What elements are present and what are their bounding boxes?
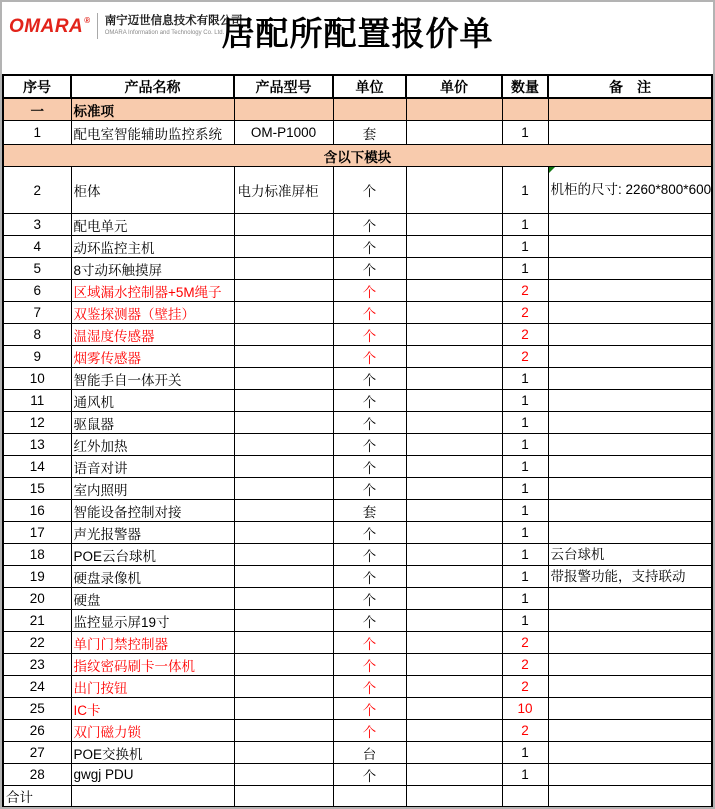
cell-name-row-4[interactable]: 动环监控主机: [71, 236, 234, 258]
cell-unit-row-1[interactable]: 套: [333, 121, 406, 145]
cell-model-row-16[interactable]: [234, 500, 333, 522]
cell-model-row-17[interactable]: [234, 522, 333, 544]
table-header-row: [3, 75, 712, 98]
cell-model-row-24[interactable]: [234, 676, 333, 698]
cell-qty-row-1[interactable]: 1: [502, 121, 548, 145]
cell-qty-row-21[interactable]: 1: [502, 610, 548, 632]
table-row: [3, 610, 712, 632]
cell-remark-row-6[interactable]: [548, 280, 712, 302]
cell-qty-row-13[interactable]: 1: [502, 434, 548, 456]
cell-remark-row-8[interactable]: [548, 324, 712, 346]
cell-unit-row-22[interactable]: 个: [333, 632, 406, 654]
total-cell-remark[interactable]: [548, 786, 712, 808]
cell-price-row-18[interactable]: [406, 544, 502, 566]
cell-model-row-27[interactable]: [234, 742, 333, 764]
cell-price-row-14[interactable]: [406, 456, 502, 478]
cell-model-row-15[interactable]: [234, 478, 333, 500]
cell-name-row-10[interactable]: 智能手自一体开关: [71, 368, 234, 390]
cell-price-row-27[interactable]: [406, 742, 502, 764]
table-row: [3, 346, 712, 368]
cell-remark-row-18[interactable]: 云台球机: [548, 544, 712, 566]
cell-name-row-2[interactable]: 柜体: [71, 167, 234, 214]
table-row: [3, 368, 712, 390]
cell-name-row-15[interactable]: 室内照明: [71, 478, 234, 500]
cell-remark-row-3[interactable]: [548, 214, 712, 236]
section-cell-model[interactable]: [234, 98, 333, 121]
cell-no-row-7[interactable]: 7: [3, 302, 71, 324]
cell-model-row-9[interactable]: [234, 346, 333, 368]
cell-price-row-23[interactable]: [406, 654, 502, 676]
cell-qty-row-27[interactable]: 1: [502, 742, 548, 764]
total-cell-unit[interactable]: [333, 786, 406, 808]
section-cell-qty[interactable]: [502, 98, 548, 121]
cell-remark-row-15[interactable]: [548, 478, 712, 500]
cell-remark-row-25[interactable]: [548, 698, 712, 720]
col-header-name[interactable]: 产品名称: [71, 75, 234, 98]
cell-name-row-18[interactable]: POE云台球机: [71, 544, 234, 566]
cell-no-row-25[interactable]: 25: [3, 698, 71, 720]
cell-model-row-19[interactable]: [234, 566, 333, 588]
cell-unit-row-13[interactable]: 个: [333, 434, 406, 456]
cell-qty-row-8[interactable]: 2: [502, 324, 548, 346]
cell-name-row-24[interactable]: 出门按钮: [71, 676, 234, 698]
cell-no-row-10[interactable]: 10: [3, 368, 71, 390]
cell-no-row-22[interactable]: 22: [3, 632, 71, 654]
cell-price-row-2[interactable]: [406, 167, 502, 214]
cell-model-row-10[interactable]: [234, 368, 333, 390]
company-name-en: OMARA Information and Technology Co. Ltd.: [104, 29, 225, 36]
table-row: [3, 456, 712, 478]
cell-qty-row-22[interactable]: 2: [502, 632, 548, 654]
total-cell-model[interactable]: [234, 786, 333, 808]
cell-unit-row-19[interactable]: 个: [333, 566, 406, 588]
cell-model-row-13[interactable]: [234, 434, 333, 456]
cell-no-row-3[interactable]: 3: [3, 214, 71, 236]
cell-no-row-14[interactable]: 14: [3, 456, 71, 478]
cell-no-row-12[interactable]: 12: [3, 412, 71, 434]
cell-remark-row-5[interactable]: [548, 258, 712, 280]
cell-qty-row-28[interactable]: 1: [502, 764, 548, 786]
cell-model-row-2[interactable]: 电力标准屏柜: [234, 167, 333, 214]
cell-flag-triangle-icon: [549, 167, 555, 173]
cell-qty-row-18[interactable]: 1: [502, 544, 548, 566]
cell-unit-row-20[interactable]: 个: [333, 588, 406, 610]
cell-model-row-6[interactable]: [234, 280, 333, 302]
cell-unit-row-8[interactable]: 个: [333, 324, 406, 346]
table-row: [3, 390, 712, 412]
cell-qty-row-14[interactable]: 1: [502, 456, 548, 478]
cell-remark-row-9[interactable]: [548, 346, 712, 368]
cell-unit-row-17[interactable]: 个: [333, 522, 406, 544]
cell-remark-row-12[interactable]: [548, 412, 712, 434]
cell-model-row-22[interactable]: [234, 632, 333, 654]
cell-unit-row-24[interactable]: 个: [333, 676, 406, 698]
cell-no-row-1[interactable]: 1: [3, 121, 71, 145]
total-cell-price[interactable]: [406, 786, 502, 808]
cell-price-row-22[interactable]: [406, 632, 502, 654]
cell-model-row-4[interactable]: [234, 236, 333, 258]
cell-name-row-21[interactable]: 监控显示屏19寸: [71, 610, 234, 632]
cell-unit-row-5[interactable]: 个: [333, 258, 406, 280]
page-title: 居配所配置报价单: [221, 15, 494, 52]
cell-no-row-27[interactable]: 27: [3, 742, 71, 764]
cell-unit-row-3[interactable]: 个: [333, 214, 406, 236]
cell-unit-row-12[interactable]: 个: [333, 412, 406, 434]
cell-qty-row-2[interactable]: 1: [502, 167, 548, 214]
cell-remark-row-26[interactable]: [548, 720, 712, 742]
cell-price-row-16[interactable]: [406, 500, 502, 522]
cell-no-row-15[interactable]: 15: [3, 478, 71, 500]
title-band: [2, 2, 713, 74]
cell-unit-row-14[interactable]: 个: [333, 456, 406, 478]
cell-unit-row-4[interactable]: 个: [333, 236, 406, 258]
cell-qty-row-4[interactable]: 1: [502, 236, 548, 258]
table-row: [3, 167, 712, 214]
cell-qty-row-9[interactable]: 2: [502, 346, 548, 368]
cell-remark-row-11[interactable]: [548, 390, 712, 412]
col-header-unit[interactable]: 单位: [333, 75, 406, 98]
cell-no-row-6[interactable]: 6: [3, 280, 71, 302]
cell-remark-row-10[interactable]: [548, 368, 712, 390]
col-header-model[interactable]: 产品型号: [234, 75, 333, 98]
cell-qty-row-7[interactable]: 2: [502, 302, 548, 324]
section-cell-unit[interactable]: [333, 98, 406, 121]
cell-no-row-5[interactable]: 5: [3, 258, 71, 280]
cell-qty-row-20[interactable]: 1: [502, 588, 548, 610]
cell-qty-row-11[interactable]: 1: [502, 390, 548, 412]
cell-unit-row-25[interactable]: 个: [333, 698, 406, 720]
section-banner-row: [3, 145, 712, 167]
cell-price-row-21[interactable]: [406, 610, 502, 632]
cell-price-row-12[interactable]: [406, 412, 502, 434]
cell-remark-row-24[interactable]: [548, 676, 712, 698]
cell-remark-row-1[interactable]: [548, 121, 712, 145]
cell-qty-row-16[interactable]: 1: [502, 500, 548, 522]
cell-price-row-25[interactable]: [406, 698, 502, 720]
cell-qty-row-5[interactable]: 1: [502, 258, 548, 280]
section-cell-price[interactable]: [406, 98, 502, 121]
cell-remark-row-28[interactable]: [548, 764, 712, 786]
cell-model-row-28[interactable]: [234, 764, 333, 786]
cell-remark-row-7[interactable]: [548, 302, 712, 324]
cell-remark-row-2[interactable]: 机柜的尺寸: 2260*800*600: [548, 167, 712, 214]
cell-unit-row-26[interactable]: 个: [333, 720, 406, 742]
col-header-remark[interactable]: 备 注: [548, 75, 712, 98]
cell-price-row-15[interactable]: [406, 478, 502, 500]
cell-unit-row-15[interactable]: 个: [333, 478, 406, 500]
total-label-cell[interactable]: 合计: [3, 786, 71, 808]
cell-unit-row-23[interactable]: 个: [333, 654, 406, 676]
cell-no-row-20[interactable]: 20: [3, 588, 71, 610]
section-header-row: [3, 98, 712, 121]
cell-name-row-7[interactable]: 双鉴探测器（壁挂）: [71, 302, 234, 324]
cell-no-row-4[interactable]: 4: [3, 236, 71, 258]
cell-price-row-9[interactable]: [406, 346, 502, 368]
cell-price-row-24[interactable]: [406, 676, 502, 698]
cell-name-row-23[interactable]: 指纹密码刷卡一体机: [71, 654, 234, 676]
cell-name-row-8[interactable]: 温湿度传感器: [71, 324, 234, 346]
cell-qty-row-17[interactable]: 1: [502, 522, 548, 544]
cell-name-row-13[interactable]: 红外加热: [71, 434, 234, 456]
cell-qty-row-25[interactable]: 10: [502, 698, 548, 720]
cell-remark-row-21[interactable]: [548, 610, 712, 632]
total-row: [3, 786, 712, 808]
table-row: [3, 478, 712, 500]
cell-price-row-7[interactable]: [406, 302, 502, 324]
cell-model-row-25[interactable]: [234, 698, 333, 720]
col-header-price[interactable]: 单价: [406, 75, 502, 98]
section-cell-remark[interactable]: [548, 98, 712, 121]
cell-model-row-12[interactable]: [234, 412, 333, 434]
cell-price-row-5[interactable]: [406, 258, 502, 280]
table-row: [3, 214, 712, 236]
cell-remark-row-4[interactable]: [548, 236, 712, 258]
cell-remark-row-19[interactable]: 带报警功能，支持联动: [548, 566, 712, 588]
cell-remark-row-17[interactable]: [548, 522, 712, 544]
table-row: [3, 742, 712, 764]
cell-price-row-28[interactable]: [406, 764, 502, 786]
cell-unit-row-27[interactable]: 台: [333, 742, 406, 764]
col-header-no[interactable]: 序号: [3, 75, 71, 98]
cell-model-row-5[interactable]: [234, 258, 333, 280]
cell-no-row-8[interactable]: 8: [3, 324, 71, 346]
cell-no-row-2[interactable]: 2: [3, 167, 71, 214]
cell-model-row-23[interactable]: [234, 654, 333, 676]
cell-model-row-14[interactable]: [234, 456, 333, 478]
cell-unit-row-11[interactable]: 个: [333, 390, 406, 412]
quotation-table: [2, 74, 713, 808]
cell-price-row-4[interactable]: [406, 236, 502, 258]
cell-model-row-11[interactable]: [234, 390, 333, 412]
cell-no-row-21[interactable]: 21: [3, 610, 71, 632]
cell-name-row-16[interactable]: 智能设备控制对接: [71, 500, 234, 522]
cell-price-row-11[interactable]: [406, 390, 502, 412]
cell-price-row-17[interactable]: [406, 522, 502, 544]
table-row: [3, 698, 712, 720]
cell-price-row-26[interactable]: [406, 720, 502, 742]
cell-name-row-27[interactable]: POE交换机: [71, 742, 234, 764]
cell-no-row-18[interactable]: 18: [3, 544, 71, 566]
cell-no-row-17[interactable]: 17: [3, 522, 71, 544]
col-header-qty[interactable]: 数量: [502, 75, 548, 98]
table-row: [3, 500, 712, 522]
cell-name-row-28[interactable]: gwgj PDU: [71, 764, 234, 786]
cell-model-row-26[interactable]: [234, 720, 333, 742]
cell-no-row-13[interactable]: 13: [3, 434, 71, 456]
cell-unit-row-28[interactable]: 个: [333, 764, 406, 786]
cell-remark-row-14[interactable]: [548, 456, 712, 478]
cell-model-row-18[interactable]: [234, 544, 333, 566]
cell-no-row-24[interactable]: 24: [3, 676, 71, 698]
cell-price-row-3[interactable]: [406, 214, 502, 236]
cell-model-row-21[interactable]: [234, 610, 333, 632]
cell-qty-row-15[interactable]: 1: [502, 478, 548, 500]
table-row: [3, 434, 712, 456]
cell-remark-row-16[interactable]: [548, 500, 712, 522]
table-row: [3, 544, 712, 566]
company-name-cn: 南宁迈世信息技术有限公司: [104, 14, 243, 27]
cell-name-row-5[interactable]: 8寸动环触摸屏: [71, 258, 234, 280]
cell-qty-row-12[interactable]: 1: [502, 412, 548, 434]
cell-unit-row-2[interactable]: 个: [333, 167, 406, 214]
cell-model-row-7[interactable]: [234, 302, 333, 324]
cell-unit-row-10[interactable]: 个: [333, 368, 406, 390]
cell-remark-row-22[interactable]: [548, 632, 712, 654]
table-row: [3, 280, 712, 302]
cell-model-row-3[interactable]: [234, 214, 333, 236]
cell-name-row-11[interactable]: 通风机: [71, 390, 234, 412]
table-row: [3, 676, 712, 698]
table-row: [3, 236, 712, 258]
cell-model-row-1[interactable]: OM-P1000: [234, 121, 333, 145]
section-cell-no[interactable]: 一: [3, 98, 71, 121]
table-row: [3, 302, 712, 324]
table-row: [3, 764, 712, 786]
cell-price-row-6[interactable]: [406, 280, 502, 302]
cell-no-row-23[interactable]: 23: [3, 654, 71, 676]
cell-price-row-8[interactable]: [406, 324, 502, 346]
cell-qty-row-10[interactable]: 1: [502, 368, 548, 390]
cell-model-row-8[interactable]: [234, 324, 333, 346]
table-body: [3, 98, 712, 807]
cell-name-row-9[interactable]: 烟雾传感器: [71, 346, 234, 368]
cell-remark-row-20[interactable]: [548, 588, 712, 610]
table-row: [3, 324, 712, 346]
cell-unit-row-6[interactable]: 个: [333, 280, 406, 302]
cell-no-row-26[interactable]: 26: [3, 720, 71, 742]
table-row: [3, 522, 712, 544]
cell-price-row-1[interactable]: [406, 121, 502, 145]
cell-name-row-17[interactable]: 声光报警器: [71, 522, 234, 544]
section-cell-name[interactable]: 标准项: [71, 98, 234, 121]
cell-name-row-25[interactable]: IC卡: [71, 698, 234, 720]
cell-qty-row-26[interactable]: 2: [502, 720, 548, 742]
total-cell-name[interactable]: [71, 786, 234, 808]
table-row: [3, 632, 712, 654]
cell-unit-row-9[interactable]: 个: [333, 346, 406, 368]
cell-price-row-19[interactable]: [406, 566, 502, 588]
cell-name-row-19[interactable]: 硬盘录像机: [71, 566, 234, 588]
table-row: [3, 720, 712, 742]
table-row: [3, 654, 712, 676]
cell-no-row-11[interactable]: 11: [3, 390, 71, 412]
cell-name-row-1[interactable]: 配电室智能辅助监控系统: [71, 121, 234, 145]
total-cell-qty[interactable]: [502, 786, 548, 808]
section-banner-cell[interactable]: 含以下模块: [3, 145, 712, 167]
cell-remark-row-23[interactable]: [548, 654, 712, 676]
cell-name-row-26[interactable]: 双门磁力锁: [71, 720, 234, 742]
cell-name-row-12[interactable]: 驱鼠器: [71, 412, 234, 434]
cell-unit-row-7[interactable]: 个: [333, 302, 406, 324]
cell-unit-row-18[interactable]: 个: [333, 544, 406, 566]
table-row: [3, 588, 712, 610]
cell-price-row-13[interactable]: [406, 434, 502, 456]
cell-qty-row-19[interactable]: 1: [502, 566, 548, 588]
cell-unit-row-21[interactable]: 个: [333, 610, 406, 632]
cell-no-row-16[interactable]: 16: [3, 500, 71, 522]
cell-no-row-19[interactable]: 19: [3, 566, 71, 588]
cell-remark-row-27[interactable]: [548, 742, 712, 764]
cell-qty-row-3[interactable]: 1: [502, 214, 548, 236]
cell-qty-row-24[interactable]: 2: [502, 676, 548, 698]
cell-name-row-6[interactable]: 区域漏水控制器+5M绳子: [71, 280, 234, 302]
table-row: [3, 121, 712, 145]
cell-name-row-20[interactable]: 硬盘: [71, 588, 234, 610]
table-row: [3, 566, 712, 588]
cell-no-row-9[interactable]: 9: [3, 346, 71, 368]
cell-name-row-3[interactable]: 配电单元: [71, 214, 234, 236]
cell-remark-row-13[interactable]: [548, 434, 712, 456]
cell-name-row-22[interactable]: 单门门禁控制器: [71, 632, 234, 654]
registered-trademark-icon: ®: [84, 15, 91, 25]
cell-qty-row-6[interactable]: 2: [502, 280, 548, 302]
cell-price-row-10[interactable]: [406, 368, 502, 390]
table-row: [3, 412, 712, 434]
cell-qty-row-23[interactable]: 2: [502, 654, 548, 676]
cell-model-row-20[interactable]: [234, 588, 333, 610]
logo-omara-icon: OMARA®: [9, 15, 91, 37]
cell-price-row-20[interactable]: [406, 588, 502, 610]
cell-name-row-14[interactable]: 语音对讲: [71, 456, 234, 478]
cell-unit-row-16[interactable]: 套: [333, 500, 406, 522]
cell-no-row-28[interactable]: 28: [3, 764, 71, 786]
table-row: [3, 258, 712, 280]
